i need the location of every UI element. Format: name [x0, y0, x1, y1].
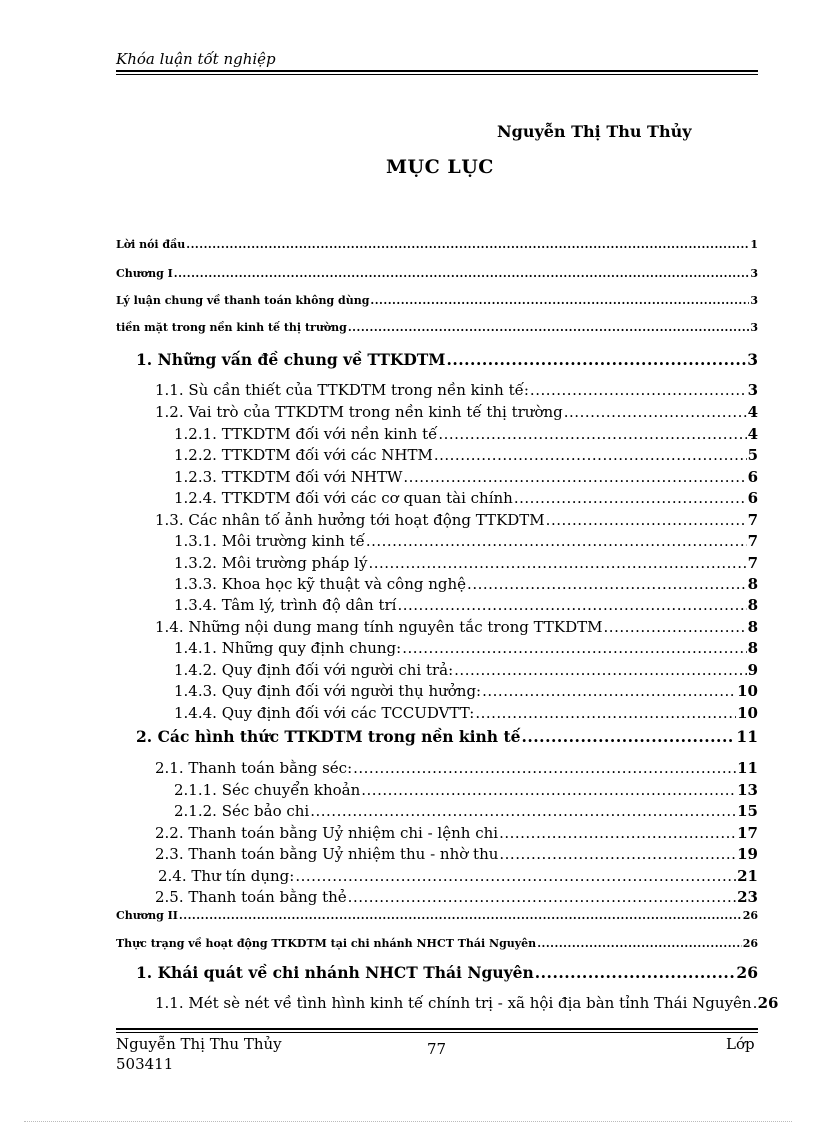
toc-entry[interactable]: 2.2. Thanh toán bằng Uỷ nhiệm chi - lệnh chi ..... 17	[155, 824, 758, 842]
page-number: 77	[427, 1040, 447, 1058]
footer-author: Nguyễn Thị Thu Thủy	[116, 1035, 282, 1053]
toc-entry[interactable]: 1.2.3. TTKDTM đối với NHTW ..... 6	[174, 468, 758, 486]
author-name: Nguyễn Thị Thu Thủy	[497, 122, 692, 141]
toc-leader	[499, 824, 736, 842]
toc-entry[interactable]: 1.3. Các nhân tố ảnh hưởng tới hoạt động TTKDTM ..... 7	[155, 511, 758, 529]
toc-leader	[402, 639, 746, 657]
toc-leader	[475, 704, 736, 722]
toc-entry[interactable]: Chương I ..... 3	[116, 267, 758, 280]
toc-leader	[179, 909, 742, 922]
footer-class-label: Lớp	[726, 1035, 755, 1053]
toc-leader	[186, 238, 749, 251]
toc-leader	[499, 845, 736, 863]
toc-leader	[174, 267, 750, 280]
toc-entry[interactable]: 1.3.3. Khoa học kỹ thuật và công nghệ ..... 8	[174, 575, 758, 593]
toc-leader	[295, 867, 736, 885]
toc-entry[interactable]: 1.4.4. Quy định đối với các TCCUDVTT: ..... 10	[174, 704, 758, 722]
toc-leader	[446, 350, 746, 369]
toc-entry[interactable]: 2.3. Thanh toán bằng Uỷ nhiệm thu - nhờ thu ..... 19	[155, 845, 758, 863]
toc-entry[interactable]: 1.2.4. TTKDTM đối với các cơ quan tài chính ..... 6	[174, 489, 758, 507]
toc-entry[interactable]: 1.4. Những nội dung mang tính nguyên tắc trong TTKDTM ..... 8	[155, 618, 758, 636]
toc-leader	[353, 759, 736, 777]
header-rule-thin	[116, 74, 758, 75]
toc-entry[interactable]: 1.4.1. Những quy định chung: ..... 8	[174, 639, 758, 657]
toc-entry[interactable]: 1.2. Vai trò của TTKDTM trong nền kinh tế thị trường ..... 4	[155, 403, 758, 421]
header-title: Khóa luận tốt nghiệp	[116, 50, 276, 68]
toc-leader	[467, 575, 747, 593]
toc-entry[interactable]: 2.1. Thanh toán bằng séc: ..... 11	[155, 759, 758, 777]
toc-entry[interactable]: 1.4.3. Quy định đối với người thụ hưởng: ..... 10	[174, 682, 758, 700]
toc-leader	[753, 994, 757, 1012]
toc-leader	[370, 294, 749, 307]
footer-rule	[116, 1028, 758, 1030]
toc-entry[interactable]: 1. Những vấn đề chung về TTKDTM ..... 3	[136, 350, 758, 369]
toc-entry[interactable]: 1.3.4. Tâm lý, trình độ dân trí ..... 8	[174, 596, 758, 614]
toc-entry[interactable]: Chương II ..... 26	[116, 909, 758, 922]
toc-entry[interactable]: 2.1.2. Séc bảo chi ..... 15	[174, 802, 758, 820]
page-edge	[24, 1121, 792, 1122]
toc-leader	[521, 727, 735, 746]
toc-leader	[482, 682, 736, 700]
toc-leader	[530, 381, 747, 399]
toc-entry[interactable]: 2.4. Thư tín dụng: ..... 21	[158, 867, 758, 885]
toc-leader	[546, 511, 747, 529]
toc-leader	[348, 888, 736, 906]
footer-class-code: 503411	[116, 1055, 174, 1073]
toc-leader	[514, 489, 747, 507]
toc-entry[interactable]: Lý luận chung về thanh toán không dùng ..... 3	[116, 294, 758, 307]
toc-leader	[564, 403, 747, 421]
toc-leader	[310, 802, 736, 820]
toc-entry[interactable]: 1.3.1. Môi trường kinh tế ..... 7	[174, 532, 758, 550]
toc-leader	[403, 468, 746, 486]
toc-entry[interactable]: 1.4.2. Quy định đối với người chi trả: ..... 9	[174, 661, 758, 679]
toc-entry[interactable]: Thực trạng về hoạt động TTKDTM tại chi nhánh NHCT Thái Nguyên ..... 26	[116, 937, 758, 950]
toc-entry[interactable]: 2.5. Thanh toán bằng thẻ ..... 23	[155, 888, 758, 906]
toc-leader	[537, 937, 742, 950]
toc-entry[interactable]: 1.3.2. Môi trường pháp lý ..... 7	[174, 554, 758, 572]
toc-entry[interactable]: 1.1. Sù cần thiết của TTKDTM trong nền kinh tế: ..... 3	[155, 381, 758, 399]
toc-leader	[535, 963, 736, 982]
toc-leader	[361, 781, 736, 799]
toc-leader	[434, 446, 747, 464]
toc-leader	[397, 596, 746, 614]
toc-entry[interactable]: 1. Khái quát về chi nhánh NHCT Thái Nguyên ..... 26	[136, 963, 758, 982]
footer-rule-thin	[116, 1032, 758, 1033]
toc-entry[interactable]: tiền mặt trong nền kinh tế thị trường ..... 3	[116, 321, 758, 334]
toc-entry[interactable]: 1.2.1. TTKDTM đối với nền kinh tế ..... 4	[174, 425, 758, 443]
toc-leader	[454, 661, 746, 679]
toc-entry[interactable]: Lời nói đầu ..... 1	[116, 238, 758, 251]
toc-entry[interactable]: 2. Các hình thức TTKDTM trong nền kinh tế ..... 11	[136, 727, 758, 746]
toc-leader	[604, 618, 747, 636]
toc-entry[interactable]: 1.2.2. TTKDTM đối với các NHTM ..... 5	[174, 446, 758, 464]
toc-leader	[366, 532, 747, 550]
header-rule	[116, 70, 758, 72]
toc-entry[interactable]: 1.1. Mét sè nét về tình hình kinh tế chính trị - xã hội địa bàn tỉnh Thái Nguyên ..... 26	[155, 994, 778, 1012]
toc-leader	[368, 554, 746, 572]
toc-leader	[438, 425, 746, 443]
toc-leader	[348, 321, 750, 334]
toc-entry[interactable]: 2.1.1. Séc chuyển khoản ..... 13	[174, 781, 758, 799]
page-title: MỤC LỤC	[386, 156, 494, 178]
